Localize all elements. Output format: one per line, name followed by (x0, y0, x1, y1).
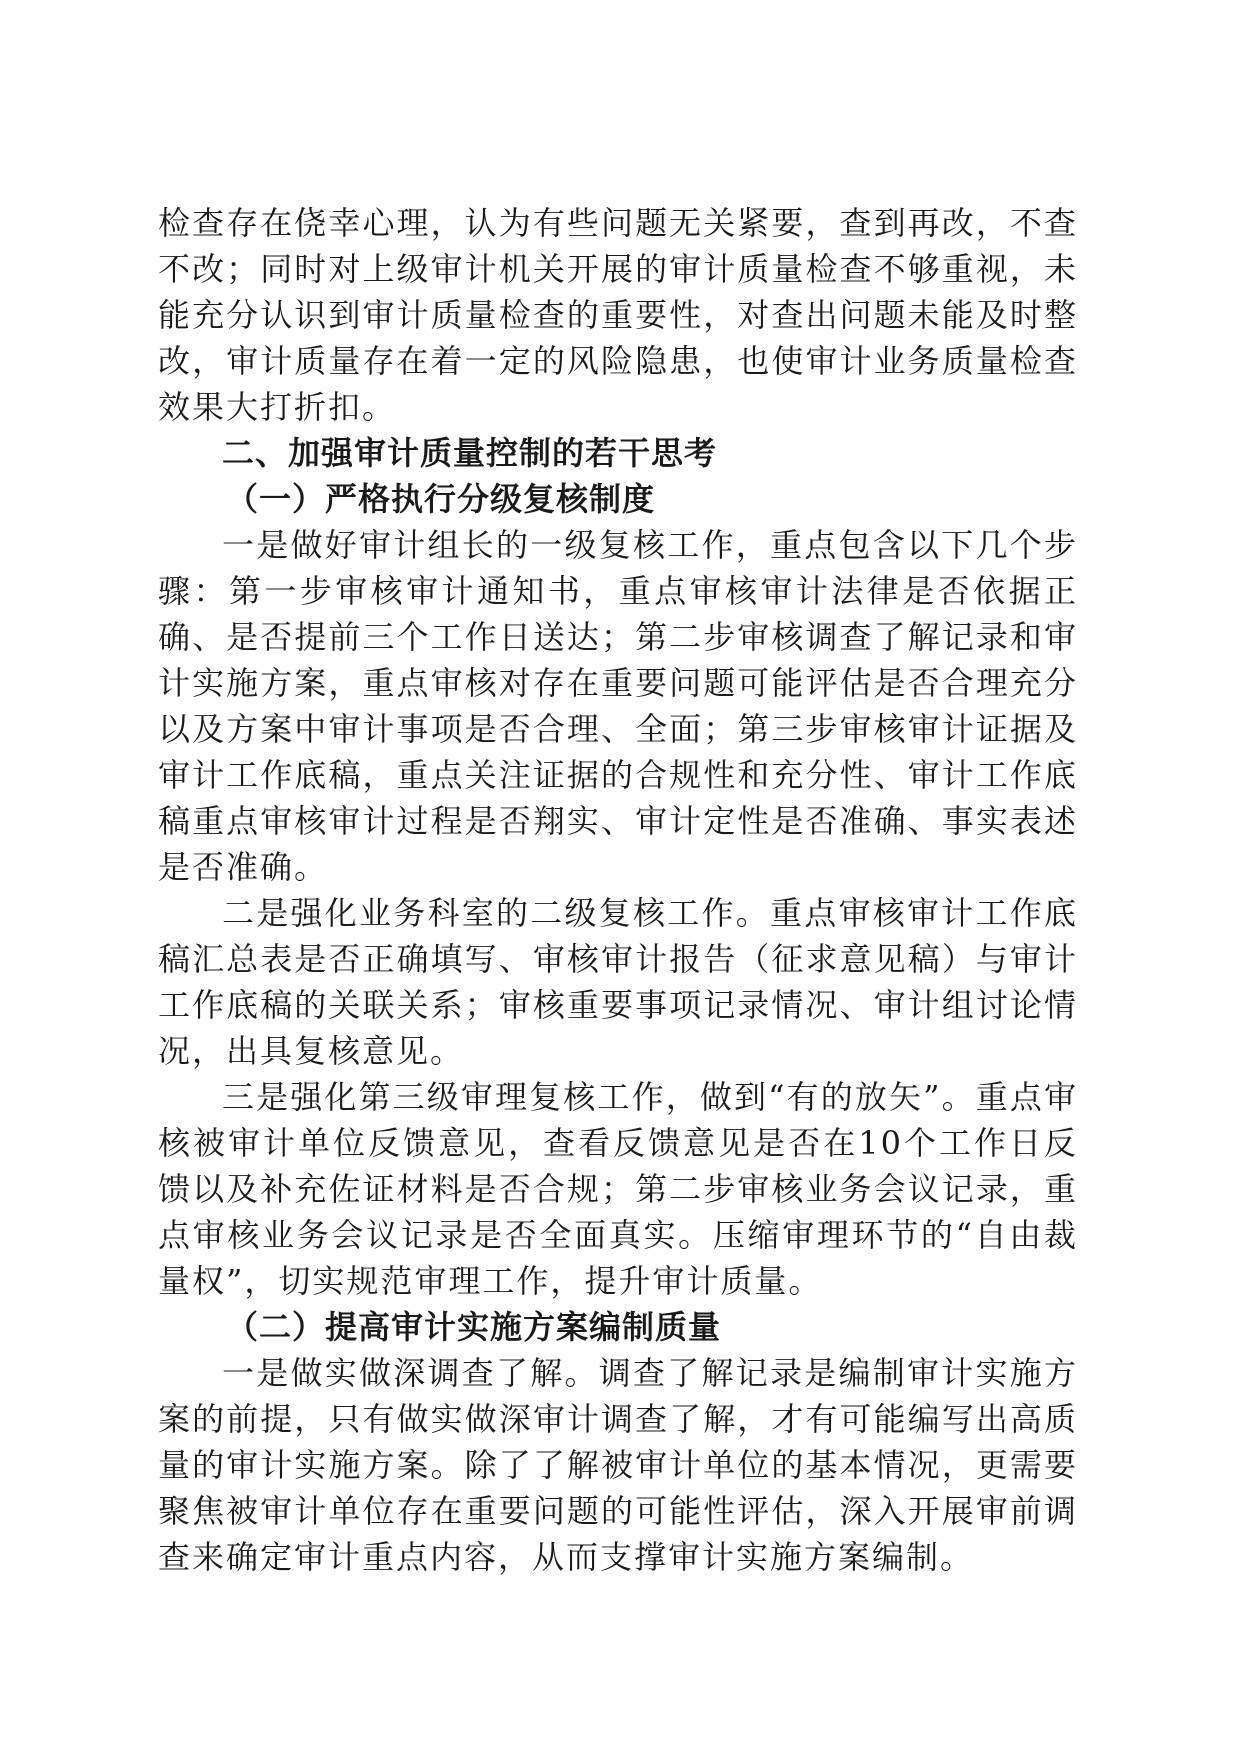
subsection-heading-1: （一）严格执行分级复核制度 (226, 480, 656, 518)
subsection-heading-2: （二）提高审计实施方案编制质量 (226, 1308, 722, 1346)
paragraph-third-level-review: 三是强化第三级审理复核工作，做到“有的放矢”。重点审核被审计单位反馈意见，查看反馈意见是否在10个工作日反馈以及补充佐证材料是否合规；第二步审核业务会议记录，重点审核业务会议记录是否全面真实。压缩审理环节的“自由裁量权”，切实规范审理工作，提升审计质量。 (158, 1078, 1078, 1300)
paragraph-investigation: 一是做实做深调查了解。调查了解记录是编制审计实施方案的前提，只有做实做深审计调查了解，才有可能编写出高质量的审计实施方案。除了了解被审计单位的基本情况，更需要聚焦被审计单位存在重要问题的可能性评估，深入开展审前调查来确定审计重点内容，从而支撑审计实施方案编制。 (158, 1354, 1078, 1576)
paragraph-continued: 检查存在侥幸心理，认为有些问题无关紧要，查到再改，不查不改；同时对上级审计机关开展的审计质量检查不够重视，未能充分认识到审计质量检查的重要性，对查出问题未能及时整改，审计质量存在着一定的风险隐患，也使审计业务质量检查效果大打折扣。 (158, 204, 1078, 426)
paragraph-second-level-review: 二是强化业务科室的二级复核工作。重点审核审计工作底稿汇总表是否正确填写、审核审计报告（征求意见稿）与审计工作底稿的关联关系；审核重要事项记录情况、审计组讨论情况，出具复核意见。 (158, 894, 1078, 1070)
document-body (158, 200, 1078, 1580)
paragraph-first-level-review: 一是做好审计组长的一级复核工作，重点包含以下几个步骤：第一步审核审计通知书，重点审核审计法律是否依据正确、是否提前三个工作日送达；第二步审核调查了解记录和审计实施方案，重点审核对存在重要问题可能评估是否合理充分以及方案中审计事项是否合理、全面；第三步审核审计证据及审计工作底稿，重点关注证据的合规性和充分性、审计工作底稿重点审核审计过程是否翔实、审计定性是否准确、事实表述是否准确。 (158, 526, 1078, 886)
section-heading-2: 二、加强审计质量控制的若干思考 (222, 434, 718, 472)
